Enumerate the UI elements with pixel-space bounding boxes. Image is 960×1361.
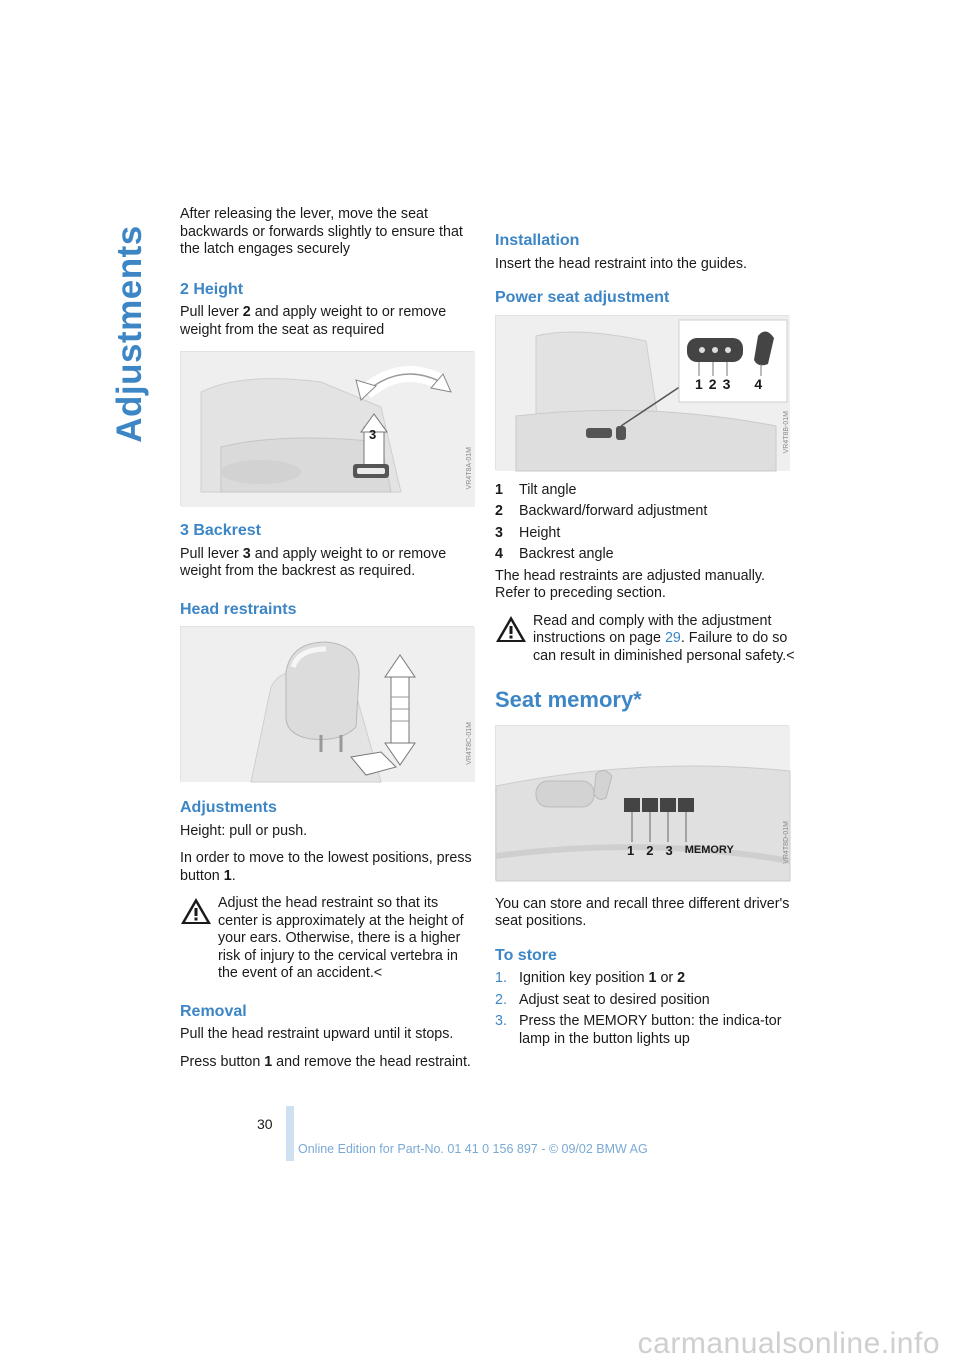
seat-height-figure bbox=[180, 351, 474, 506]
footer-bar bbox=[286, 1106, 294, 1161]
page-link[interactable]: 29 bbox=[664, 630, 681, 646]
power-seat-heading: Power seat adjustment bbox=[495, 289, 670, 306]
removal-text-2: Press button 1 and remove the head restraint. bbox=[180, 1053, 471, 1070]
head-restraint-illustration bbox=[181, 627, 475, 782]
right-column bbox=[495, 206, 795, 1052]
height-heading: 2 Height bbox=[180, 280, 244, 298]
legend-item: 1 Tilt angle bbox=[495, 481, 577, 498]
side-tab bbox=[108, 225, 152, 443]
figure-code: VR4T8B-01M bbox=[783, 410, 790, 453]
store-step: 2. Adjust seat to desired position bbox=[495, 991, 710, 1008]
legend-list bbox=[495, 482, 795, 564]
adjustments-text-1: Height: pull or push. bbox=[180, 822, 308, 839]
store-step: 3. Press the MEMORY button: the indica-tor lamp in the button lights up bbox=[495, 1013, 782, 1047]
warning-note: Read and comply with the adjustment instructions on page 29. Failure to do so can result in diminished personal safety.< bbox=[495, 613, 795, 666]
memory-text: You can store and recall three different driver's seat positions. bbox=[495, 895, 790, 929]
store-step: 1. Ignition key position 1 or 2 bbox=[495, 970, 686, 986]
adjustments-text-2: In order to move to the lowest positions, press button 1. bbox=[180, 850, 472, 884]
footer-text: Online Edition for Part-No. 01 41 0 156 897 - © 09/02 BMW AG bbox=[298, 1142, 648, 1156]
installation-heading: Installation bbox=[495, 232, 580, 249]
installation-text: Insert the head restraint into the guides. bbox=[495, 255, 747, 272]
to-store-heading: To store bbox=[495, 946, 557, 964]
removal-heading: Removal bbox=[180, 1002, 247, 1020]
seat-height-illustration bbox=[181, 352, 475, 507]
warning-icon bbox=[180, 897, 212, 925]
power-seat-figure bbox=[495, 315, 789, 470]
side-tab-label: Adjustments bbox=[110, 225, 149, 443]
head-restraints-heading: Head restraints bbox=[180, 600, 297, 618]
head-restraint-figure bbox=[180, 626, 474, 781]
page-number: 30 bbox=[257, 1116, 273, 1132]
backrest-heading: 3 Backrest bbox=[180, 522, 261, 539]
figure-code: VR4T8C-01M bbox=[466, 722, 473, 765]
watermark: carmanualsonline.info bbox=[637, 1327, 940, 1360]
warning-note bbox=[180, 895, 476, 983]
warning-text: Adjust the head restraint so that its center is approximately at the height of your ears. Otherwise, there is a higher risk of injury to the cervical vertebra in the event of an accident.< bbox=[218, 895, 464, 981]
power-seat-illustration bbox=[496, 316, 790, 471]
backrest-text: Pull lever 3 and apply weight to or remove weight from the backrest as required. bbox=[180, 545, 447, 579]
legend-item: 2 Backward/forward adjustment bbox=[495, 503, 708, 519]
figure-number-labels: 1 2 3 4 bbox=[695, 375, 763, 392]
height-text: Pull lever 2 and apply weight to or remove weight from the seat as required bbox=[180, 304, 447, 338]
adjustments-heading: Adjustments bbox=[180, 799, 277, 816]
store-steps bbox=[495, 970, 795, 1048]
left-column bbox=[180, 206, 476, 1081]
memory-labels: 1 2 3 MEMORY bbox=[627, 842, 734, 858]
memory-buttons-figure bbox=[495, 725, 789, 880]
removal-text-1: Pull the head restraint upward until it stops. bbox=[180, 1026, 454, 1042]
seat-memory-heading: Seat memory* bbox=[495, 687, 642, 712]
legend-item: 4 Backrest angle bbox=[495, 546, 614, 562]
warning-icon bbox=[495, 615, 527, 643]
manual-adjust-text: The head restraints are adjusted manually. Refer to preceding section. bbox=[495, 567, 765, 601]
intro-text: After releasing the lever, move the seat backwards or forwards slightly to ensure that the latch engages securely bbox=[180, 206, 463, 257]
lever-label-3: 3 bbox=[369, 427, 377, 442]
figure-code: VR4T8D-01M bbox=[783, 820, 790, 864]
figure-code: VR4T8A-01M bbox=[466, 447, 473, 490]
legend-item: 3 Height bbox=[495, 524, 561, 541]
